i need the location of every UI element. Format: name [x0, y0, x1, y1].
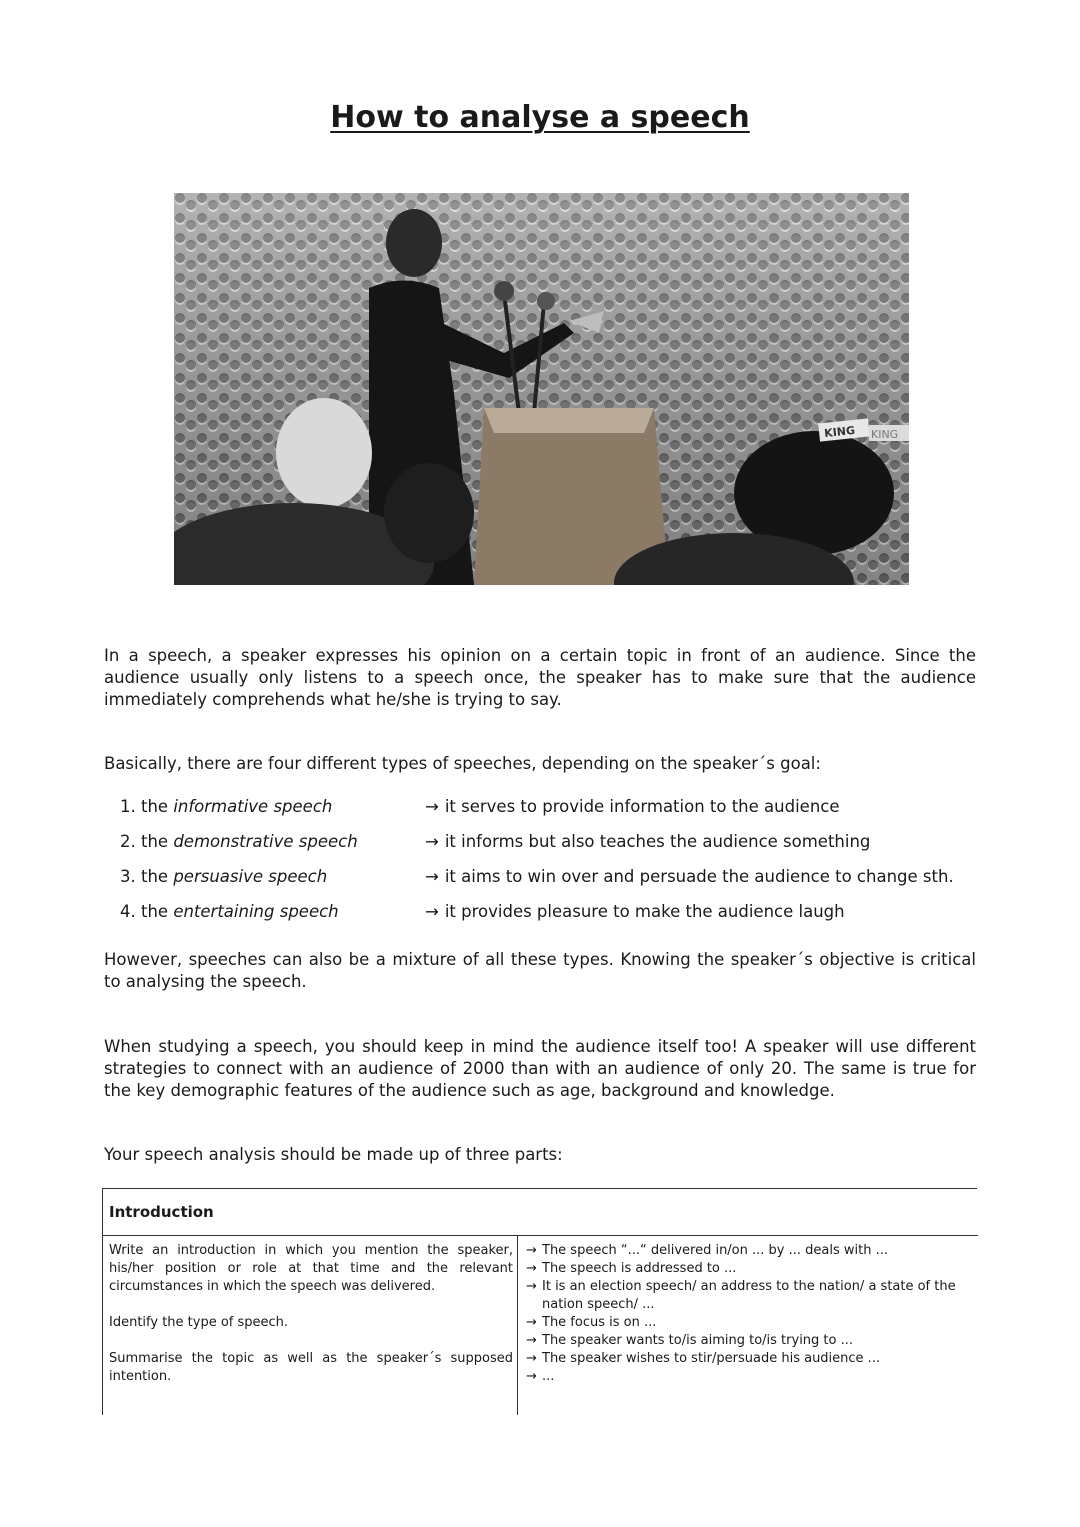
instruction-text: Identify the type of speech. [109, 1315, 289, 1330]
type-name: persuasive speech [173, 867, 328, 886]
types-lead-paragraph: Basically, there are four different types of speeches, depending on the speaker´s goal: [104, 754, 821, 773]
phrase-item: → The speech “...“ delivered in/on ... by ... deals with ... [526, 1243, 888, 1258]
arrow-right-icon: → [425, 832, 439, 851]
table-phrases-cell [520, 1236, 976, 1415]
table-heading: Introduction [109, 1203, 214, 1221]
type-number: 4. the [120, 902, 169, 921]
phrase-item: → It is an election speech/ an address to the nation/ a state of the nation speech/ ... [526, 1279, 956, 1312]
arrow-right-icon: → [526, 1333, 537, 1348]
list-item [120, 832, 990, 867]
type-description: it aims to win over and persuade the audience to change sth. [444, 867, 954, 886]
arrow-right-icon: → [425, 797, 439, 816]
phrase-item: → The speaker wishes to stir/persuade his audience ... [526, 1351, 881, 1366]
type-number: 3. the [120, 867, 169, 886]
arrow-right-icon: → [425, 902, 439, 921]
table-heading-row [102, 1189, 978, 1236]
table-instructions-cell [102, 1236, 518, 1415]
list-item [120, 867, 990, 902]
audience-paragraph: When studying a speech, you should keep in mind the audience itself too! A speaker will use different strategies to connect with an audience of 2000 than with an audience of only 20. The same is true for the key demographic features of the audience such as age, background and knowledge. [104, 1037, 976, 1100]
mixture-paragraph: However, speeches can also be a mixture of all these types. Knowing the speaker´s objective is critical to analysing the speech. [104, 950, 976, 991]
type-description: it serves to provide information to the audience [444, 797, 840, 816]
arrow-right-icon: → [526, 1351, 537, 1366]
arrow-right-icon: → [526, 1315, 537, 1330]
instruction-text: Write an introduction in which you mention the speaker, his/her position or role at that time and the relevant circumstances in which the speech was delivered. [109, 1243, 513, 1294]
phrase-item: → ... [526, 1369, 555, 1384]
phrase-item: → The speaker wants to/is aiming to/is trying to ... [526, 1333, 854, 1348]
type-number: 2. the [120, 832, 169, 851]
speech-photo [174, 193, 909, 585]
list-item [120, 797, 990, 832]
type-number: 1. the [120, 797, 169, 816]
instruction-text: Summarise the topic as well as the speaker´s supposed intention. [109, 1351, 513, 1384]
list-item [120, 902, 990, 937]
type-description: it informs but also teaches the audience something [444, 832, 871, 851]
arrow-right-icon: → [526, 1279, 537, 1294]
arrow-right-icon: → [526, 1243, 537, 1258]
type-name: entertaining speech [173, 902, 339, 921]
type-description: it provides pleasure to make the audience laugh [444, 902, 845, 921]
arrow-right-icon: → [526, 1369, 537, 1384]
page-title: How to analyse a speech [330, 100, 750, 135]
arrow-right-icon: → [425, 867, 439, 886]
analysis-table [102, 1188, 977, 1415]
intro-paragraph: In a speech, a speaker expresses his opinion on a certain topic in front of an audience. Since the audience usually only listens to a speech once, the speaker has to make sure that the audience immediately comprehends what he/she is trying to say. [104, 646, 976, 709]
type-name: informative speech [173, 797, 333, 816]
sign-text: KING [823, 423, 856, 441]
type-name: demonstrative speech [173, 832, 358, 851]
parts-lead-paragraph: Your speech analysis should be made up of three parts: [104, 1145, 563, 1164]
speaker-crowd-illustration [174, 193, 909, 585]
phrase-item: → The focus is on ... [526, 1315, 657, 1330]
arrow-right-icon: → [526, 1261, 537, 1276]
sign-text-2: KING [871, 428, 899, 441]
phrase-item: → The speech is addressed to ... [526, 1261, 737, 1276]
speech-types-list [120, 797, 990, 937]
